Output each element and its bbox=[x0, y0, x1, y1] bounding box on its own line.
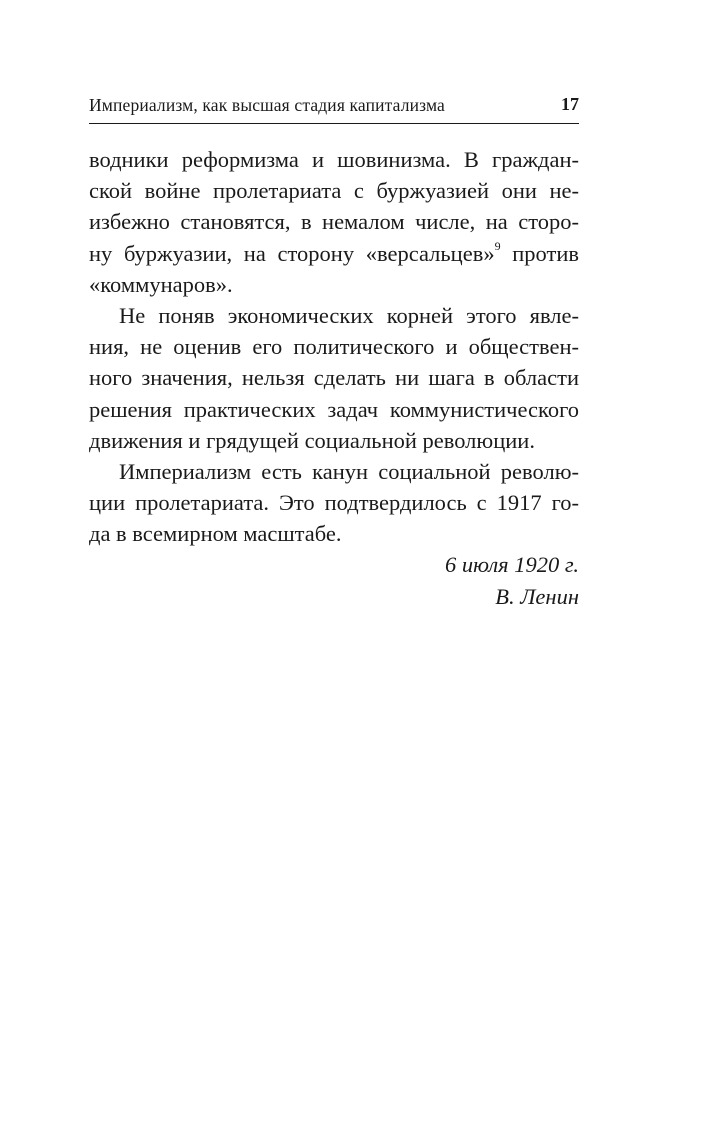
text-line: «коммунаров». bbox=[89, 271, 233, 297]
text-line: избежно становятся, в немалом числе, на сторо- bbox=[89, 209, 579, 235]
text-line: ния, не оценив его политического и обществен- bbox=[89, 334, 579, 360]
text-line-part: против bbox=[500, 240, 579, 266]
text-line: решения практических задач коммунистического bbox=[89, 396, 579, 422]
text-line: ного значения, нельзя сделать ни шага в области bbox=[89, 365, 579, 391]
text-line bbox=[89, 238, 579, 269]
text-line: водники реформизма и шовинизма. В граждан- bbox=[89, 147, 579, 172]
page-number: 17 bbox=[561, 94, 579, 114]
text-line: Империализм есть канун социальной револю- bbox=[119, 458, 579, 484]
signature-author: В. Ленин bbox=[495, 583, 579, 609]
footnote-ref[interactable]: 9 bbox=[494, 239, 501, 254]
running-head bbox=[89, 93, 579, 124]
text-line: да в всемирном масштабе. bbox=[89, 521, 342, 547]
body-text bbox=[89, 144, 579, 612]
signature-date: 6 июля 1920 г. bbox=[444, 552, 579, 578]
text-line-part: ну буржуазии, на сторону «версальцев» bbox=[89, 240, 495, 266]
text-line: движения и грядущей социальной революции. bbox=[89, 427, 535, 453]
running-title: Империализм, как высшая стадия капитализма bbox=[89, 95, 445, 115]
text-line: ции пролетариата. Это подтвердилось с 1917 го- bbox=[89, 490, 579, 516]
text-line: ской войне пролетариата с буржуазией они не- bbox=[89, 178, 579, 204]
text-line: Не поняв экономических корней этого явле- bbox=[119, 302, 579, 328]
